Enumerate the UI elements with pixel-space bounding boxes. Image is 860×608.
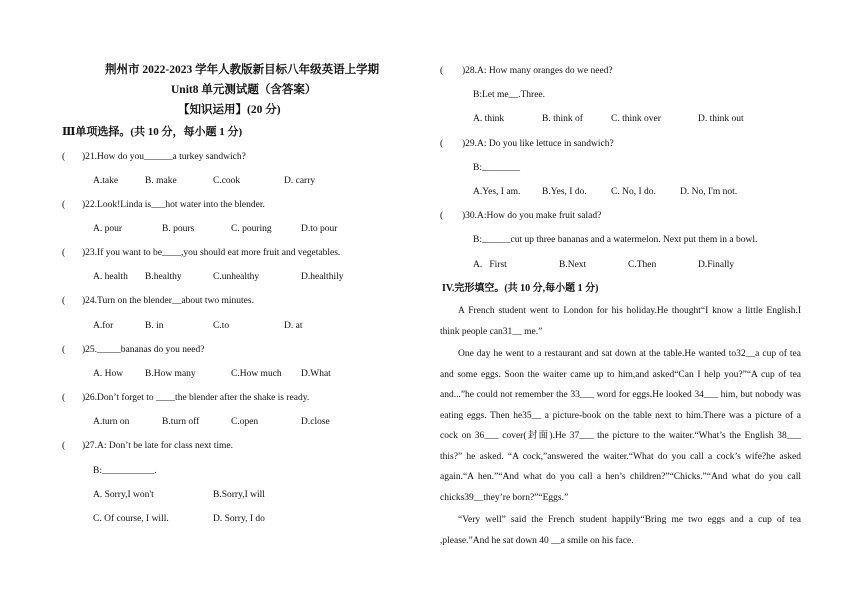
option-b: B. in <box>145 321 164 331</box>
option-c: C.to <box>213 321 230 331</box>
question-stem: )29.A: Do you like lettuce in sandwich? <box>462 139 614 149</box>
cloze-paragraph: One day he went to a restaurant and sat down at the table.He wanted to32__a cup of tea and some eggs. Soon the waiter came up to him,and asked“Can I help you?”“A cup of tea and...”he could not remember the 33___ word for eggs.He looked 34___ him, but nobody was eating eggs. Then he35__ a picture-book on the table next to him.There was a picture of a cock on 36___ cover(封面).He 37___ the picture to the waiter.“What’s the English 38___ this?” he asked. “A cock,”answered the waiter.“What do you call a cock’s wife?he asked again.“A hen.”“And what do you call a hen’s children?”“Chicks.”“And what do you call chicks39__they’re born?”“Eggs.” <box>440 349 801 503</box>
doc-title-line2: Unit8 单元测试题（含答案） <box>171 84 317 96</box>
option-a: A. health <box>93 272 128 282</box>
option-c: C.open <box>231 417 259 427</box>
paren: ( <box>62 152 66 162</box>
section3-heading: Ⅲ单项选择。(共 10 分，每小题 1 分) <box>62 126 243 138</box>
option-d: D.What <box>301 369 331 379</box>
option-b: B.turn off <box>162 417 200 427</box>
option-d: D.to pour <box>301 224 338 234</box>
option-c: C.cook <box>213 176 241 186</box>
option-c: C. Of course, I will. <box>93 514 169 524</box>
answer-line: B:______cut up three bananas and a watermelon. Next put them in a bowl. <box>473 235 758 245</box>
paren: ( <box>62 441 66 451</box>
option-c: C. think over <box>611 114 661 124</box>
option-c: C.unhealthy <box>213 272 260 282</box>
option-c: C.Then <box>628 260 657 270</box>
option-b: B. make <box>145 176 177 186</box>
paren: ( <box>62 393 66 403</box>
option-a: A. Sorry,I won't <box>93 490 154 500</box>
cloze-paragraph: “Very well” said the French student happily“Bring me two eggs and a cup of tea ,please.”And he sat down 40 __a smile on his face. <box>440 515 801 546</box>
paren: ( <box>440 66 444 76</box>
option-b: B.Next <box>559 260 587 270</box>
option-c: C.How much <box>231 369 282 379</box>
question-stem: )22.Look!Linda is___hot water into the blender. <box>82 200 265 210</box>
answer-line: B:___________. <box>93 466 157 476</box>
option-d: D.close <box>301 417 330 427</box>
question-stem: )24.Turn on the blender__about two minutes. <box>82 296 254 306</box>
option-d: D.Finally <box>698 260 735 270</box>
paren: ( <box>440 139 444 149</box>
question-stem: )28.A: How many oranges do we need? <box>462 66 613 76</box>
answer-line: B:Let me__.Three. <box>473 90 546 100</box>
cloze-passage <box>440 301 801 551</box>
option-b: B. think of <box>542 114 583 124</box>
question-stem: )26.Don’t forget to ____the blender after the shake is ready. <box>82 393 310 403</box>
paren: ( <box>62 248 66 258</box>
cloze-paragraph: A French student went to London for his holiday.He thought“I know a little English.I think people can31__ me.” <box>440 306 801 337</box>
option-a: A. pour <box>93 224 123 234</box>
paren: ( <box>62 296 66 306</box>
option-a: A. First <box>473 260 507 270</box>
question-stem: )30.A:How do you make fruit salad? <box>462 211 602 221</box>
doc-title-line1: 荆州市 2022-2023 学年人教版新目标八年级英语上学期 <box>105 64 380 76</box>
option-a: A.turn on <box>93 417 130 427</box>
option-d: D. carry <box>284 176 316 186</box>
question-stem: )23.If you want to be____,you should eat more fruit and vegetables. <box>82 248 341 258</box>
option-b: B.Yes, I do. <box>542 187 587 197</box>
section4-heading: IV.完形填空。(共 10 分,每小题 1 分) <box>442 283 599 294</box>
option-a: A. think <box>473 114 505 124</box>
option-d: D. think out <box>698 114 744 124</box>
paren: ( <box>62 345 66 355</box>
option-a: A.take <box>93 176 119 186</box>
option-a: A.Yes, I am. <box>473 187 521 197</box>
option-b: B. pours <box>162 224 195 234</box>
paren: ( <box>440 211 444 221</box>
question-stem: )27.A: Don’t be late for class next time. <box>82 441 233 451</box>
option-b: B.Sorry,I will <box>213 490 265 500</box>
doc-subtitle: 【知识运用】(20 分) <box>178 104 281 116</box>
option-c: C. No, I do. <box>611 187 656 197</box>
paren: ( <box>62 200 66 210</box>
option-b: B.How many <box>145 369 196 379</box>
option-c: C. pouring <box>231 224 272 234</box>
question-stem: )25._____bananas do you need? <box>82 345 205 355</box>
option-d: D. Sorry, I do <box>213 514 265 524</box>
option-a: A.for <box>93 321 114 331</box>
option-b: B.healthy <box>145 272 182 282</box>
option-d: D. at <box>284 321 303 331</box>
option-a: A. How <box>93 369 124 379</box>
option-d: D.healthily <box>301 272 344 282</box>
question-stem: )21.How do you______a turkey sandwich? <box>82 152 246 162</box>
answer-line: B:________ <box>473 163 520 173</box>
option-d: D. No, I'm not. <box>680 187 738 197</box>
